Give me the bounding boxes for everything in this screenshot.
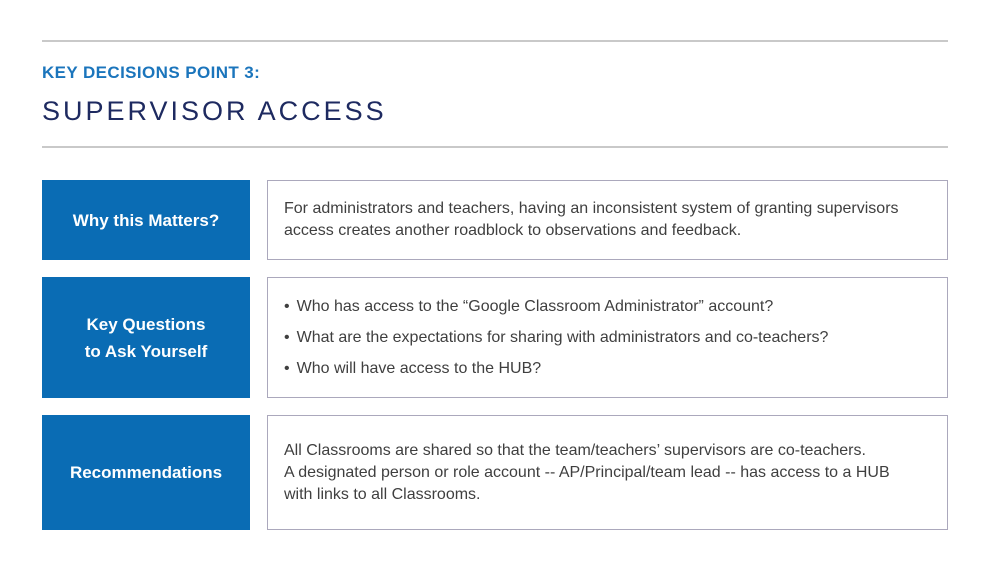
question-text: What are the expectations for sharing with administrators and co-teachers? <box>296 328 829 346</box>
question-list <box>284 287 931 389</box>
question-text: Who will have access to the HUB? <box>296 359 542 377</box>
paragraph: For administrators and teachers, having an inconsistent system of granting supervisors access creates another roadblock to observations and feedback. <box>284 200 899 239</box>
bullet-icon: • <box>284 359 290 377</box>
row-content-key-questions <box>267 277 948 398</box>
list-item <box>284 327 931 349</box>
row-content-why-this-matters <box>267 180 948 260</box>
paragraph: A designated person or role account -- AP/Principal/team lead -- has access to a HUB with links to all Classrooms. <box>284 463 890 503</box>
list-item <box>284 296 931 318</box>
row-label-recommendations <box>42 415 250 530</box>
row-recommendations <box>42 415 948 530</box>
header-divider <box>42 146 948 148</box>
top-divider <box>42 40 948 42</box>
row-label-text: to Ask Yourself <box>84 341 208 361</box>
row-key-questions <box>42 277 948 398</box>
paragraph: All Classrooms are shared so that the team/teachers’ supervisors are co-teachers. <box>284 441 866 459</box>
section-kicker: KEY DECISIONS POINT 3: <box>42 63 261 82</box>
list-item <box>284 358 931 380</box>
bullet-icon: • <box>284 328 290 346</box>
row-label-text: Why this Matters? <box>72 210 220 230</box>
row-label-text: Recommendations <box>69 463 223 482</box>
row-content-recommendations <box>267 415 948 530</box>
question-text: Who has access to the “Google Classroom Administrator” account? <box>296 297 774 315</box>
row-label-text: Key Questions <box>86 314 206 334</box>
row-label-key-questions <box>42 277 250 398</box>
bullet-icon: • <box>284 297 290 315</box>
row-label-why-this-matters <box>42 180 250 260</box>
row-why-this-matters <box>42 180 948 260</box>
page-title: SUPERVISOR ACCESS <box>42 96 387 126</box>
